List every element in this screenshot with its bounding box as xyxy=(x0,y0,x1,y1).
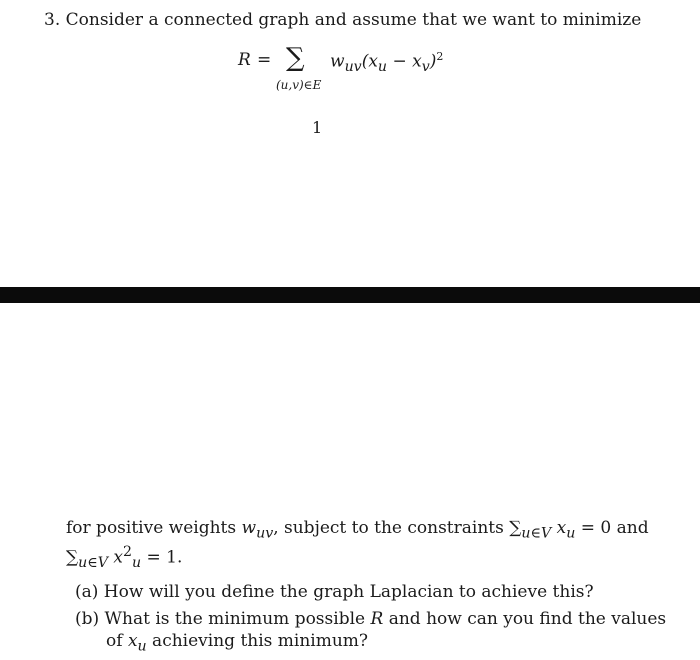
page-number: 1 xyxy=(312,118,323,137)
summand-v-sub: v xyxy=(421,59,430,76)
summand-open: (x xyxy=(361,51,378,72)
part-b-line2-suffix: achieving this minimum? xyxy=(146,631,369,651)
summation-subscript: (u,v)∈E xyxy=(276,78,322,92)
constraint-var-1-sub: u xyxy=(566,525,576,542)
question-part-b-line-1 xyxy=(75,608,666,630)
equation-equals: = xyxy=(257,50,272,70)
summand-minus: − x xyxy=(387,51,422,72)
part-b-line2-prefix: of xyxy=(106,631,128,651)
summand-weight: w xyxy=(330,51,345,72)
part-b-x-sub: u xyxy=(137,638,147,655)
weight-sub: uv xyxy=(256,525,274,542)
page-divider xyxy=(0,287,700,303)
part-b-r-symbol: R xyxy=(370,609,384,629)
summand-close: ) xyxy=(429,51,437,72)
constraint-sum-1-sub: u∈V xyxy=(521,525,552,542)
constraint-suffix-1: = 0 and xyxy=(575,518,649,538)
constraint-var-1: x xyxy=(551,518,567,538)
constraint-prefix: for positive weights xyxy=(66,518,242,538)
summand-weight-sub: uv xyxy=(344,59,362,76)
question-part-b-line-2 xyxy=(106,630,368,657)
constraint-var-2: x xyxy=(107,547,123,568)
summation-symbol: ∑ xyxy=(286,43,305,73)
problem-statement: 3. Consider a connected graph and assume that we want to minimize xyxy=(44,10,642,30)
part-b-prefix: (b) What is the minimum possible xyxy=(75,609,371,629)
summand-exponent: 2 xyxy=(436,50,444,63)
constraint-mid: , subject to the constraints xyxy=(273,518,510,538)
constraint-var-2-sub: u xyxy=(131,555,142,572)
constraint-line-2 xyxy=(66,541,182,574)
minimization-equation xyxy=(238,44,478,94)
constraint-suffix-2: = 1. xyxy=(141,547,183,568)
constraint-sum-2: ∑ xyxy=(66,547,79,568)
part-b-suffix: and how can you find the values xyxy=(383,609,667,629)
constraint-var-2-sup: 2 xyxy=(122,544,132,560)
constraint-sum-1: ∑ xyxy=(509,518,522,538)
equation-lhs: R xyxy=(238,50,251,70)
part-b-x-symbol: x xyxy=(127,631,138,651)
page-bottom xyxy=(0,303,700,660)
constraint-sum-2-sub: u∈V xyxy=(78,555,108,572)
weight-symbol: w xyxy=(241,518,257,538)
summand-u-sub: u xyxy=(377,59,388,76)
question-part-a: (a) How will you define the graph Laplacian to achieve this? xyxy=(75,582,594,602)
summand-expression xyxy=(330,50,443,75)
